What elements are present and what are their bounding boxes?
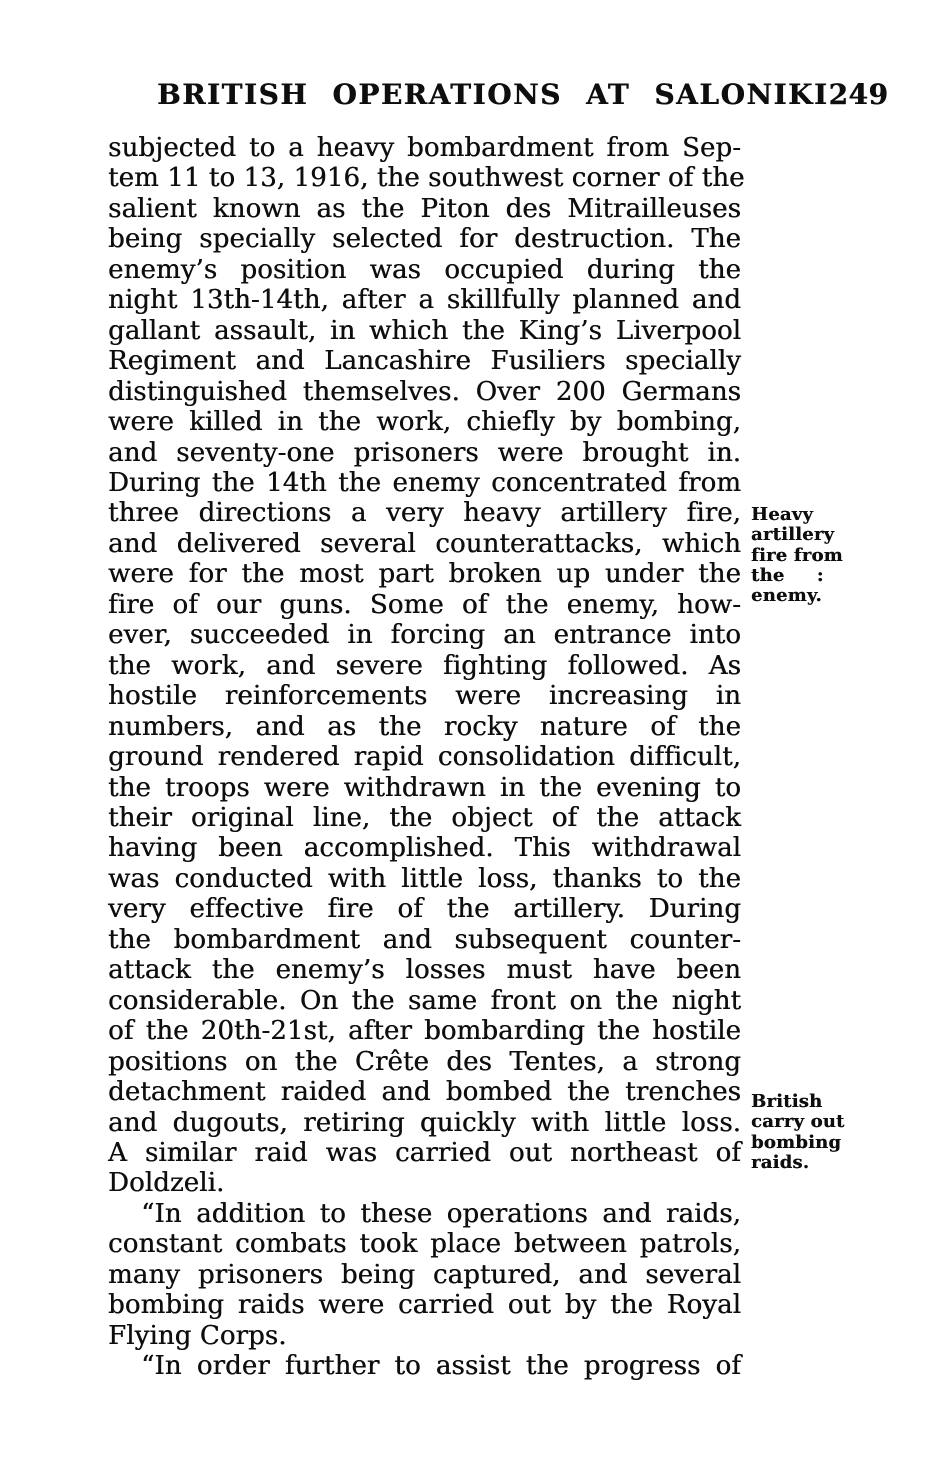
page-header xyxy=(157,78,889,111)
margin-note-line: bombing xyxy=(751,1131,842,1153)
margin-note-british-bombing-raids xyxy=(751,1092,916,1173)
text-line: constant combats took place between patrols, xyxy=(108,1229,741,1260)
body-text xyxy=(108,133,745,1382)
text-line: numbers, and as the rocky nature of the xyxy=(108,711,741,742)
page-number: 249 xyxy=(828,78,889,111)
text-line: Flying Corps. xyxy=(108,1320,287,1351)
margin-note-line: carry out xyxy=(751,1111,845,1133)
text-line: subjected to a heavy bombardment from Sep- xyxy=(108,133,741,163)
text-line: salient known as the Piton des Mitrailleuses xyxy=(108,193,741,224)
text-line: distinguished themselves. Over 200 Germans xyxy=(108,376,741,407)
margin-note-line: enemy. xyxy=(751,585,822,607)
text-line: During the 14th the enemy concentrated from xyxy=(108,467,741,498)
text-line: bombing raids were carried out by the Royal xyxy=(108,1290,741,1321)
text-line: were killed in the work, chiefly by bombing, xyxy=(108,407,741,438)
text-line: many prisoners being captured, and several xyxy=(108,1259,741,1290)
margin-note-line: artillery xyxy=(751,524,835,546)
text-line: were for the most part broken up under the xyxy=(108,559,741,590)
text-line: was conducted with little loss, thanks to the xyxy=(108,863,741,894)
text-line: and dugouts, retiring quickly with little loss. xyxy=(108,1107,741,1138)
text-line: night 13th-14th, after a skillfully planned and xyxy=(108,285,741,316)
text-line: the work, and severe fighting followed. As xyxy=(108,650,741,681)
text-line: three directions a very heavy artillery fire, xyxy=(108,498,741,529)
text-line: positions on the Crête des Tentes, a strong xyxy=(108,1046,741,1077)
text-line: and delivered several counterattacks, which xyxy=(108,528,741,559)
text-line: ground rendered rapid consolidation difficult, xyxy=(108,742,741,773)
text-line: considerable. On the same front on the night xyxy=(108,985,741,1016)
text-line: of the 20th-21st, after bombarding the hostile xyxy=(108,1016,741,1047)
margin-note-line: raids. xyxy=(751,1151,810,1173)
text-line: ever, succeeded in forcing an entrance into xyxy=(108,620,741,651)
text-line: gallant assault, in which the King’s Liverpool xyxy=(108,315,741,346)
text-line: and seventy-one prisoners were brought in. xyxy=(108,437,741,468)
text-line: having been accomplished. This withdrawal xyxy=(108,833,741,864)
margin-note-line: the : xyxy=(751,564,824,586)
text-line: Doldzeli. xyxy=(108,1168,225,1199)
text-line: hostile reinforcements were increasing in xyxy=(108,681,741,712)
text-line: tem 11 to 13, 1916, the southwest corner of the xyxy=(108,163,745,194)
text-line: “In addition to these operations and raids, xyxy=(141,1198,741,1229)
text-line: attack the enemy’s losses must have been xyxy=(108,955,741,986)
text-line: their original line, the object of the attack xyxy=(108,802,741,833)
text-line: fire of our guns. Some of the enemy, how- xyxy=(108,589,741,620)
margin-note-line: fire from xyxy=(751,544,843,566)
margin-note-line: Heavy xyxy=(751,504,814,525)
running-title: BRITISH OPERATIONS AT SALONIKI xyxy=(157,78,829,111)
text-line: Regiment and Lancashire Fusiliers specially xyxy=(108,346,741,377)
text-line: very effective fire of the artillery. During xyxy=(108,894,741,925)
text-line: detachment raided and bombed the trenches xyxy=(108,1077,741,1108)
text-line: the troops were withdrawn in the evening to xyxy=(108,772,741,803)
text-line: the bombardment and subsequent counter- xyxy=(108,924,741,955)
margin-note-heavy-artillery-fire xyxy=(751,505,916,606)
text-line: enemy’s position was occupied during the xyxy=(108,254,741,285)
margin-note-line: British xyxy=(751,1091,823,1112)
text-line: being specially selected for destruction. The xyxy=(108,224,741,255)
text-line: A similar raid was carried out northeast of xyxy=(108,1137,741,1168)
text-line: “In order further to assist the progress of xyxy=(141,1351,741,1382)
